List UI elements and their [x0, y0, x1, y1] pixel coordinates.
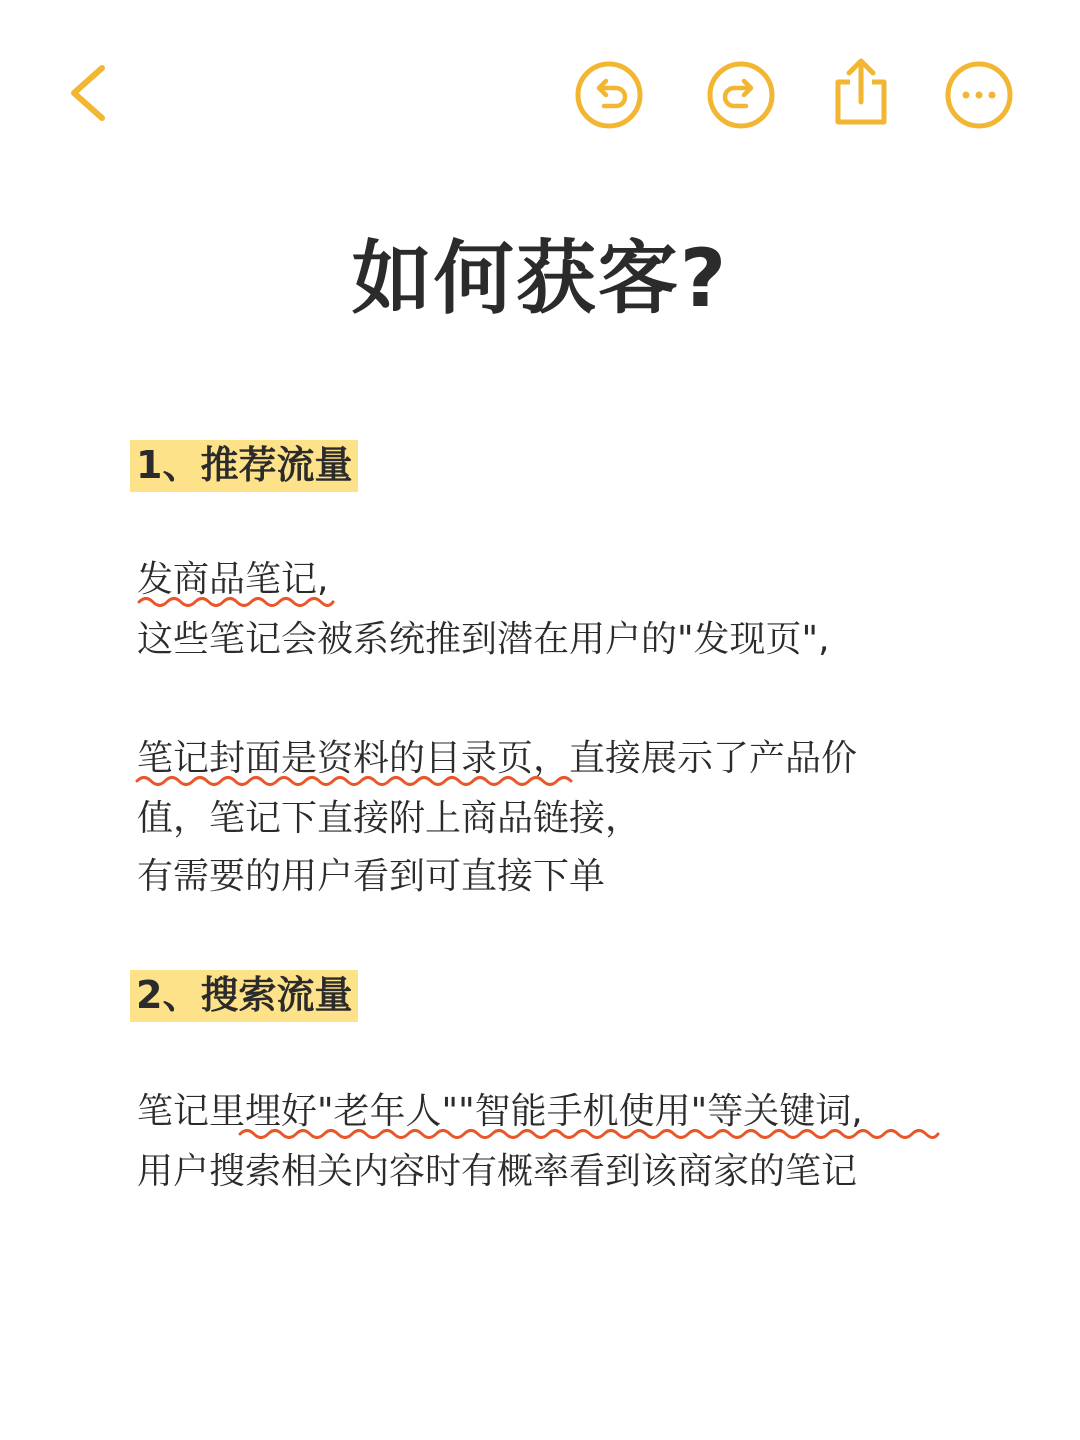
body-line: 发商品笔记,: [137, 559, 329, 600]
body-line: 值，笔记下直接附上商品链接，: [137, 798, 642, 839]
section-heading-search: 2、搜索流量: [130, 970, 358, 1022]
body-line: 笔记里埋好"老年人""智能手机使用"等关键词,: [137, 1091, 863, 1132]
toolbar: [0, 0, 1080, 190]
section-heading-recommend: 1、推荐流量: [130, 440, 358, 492]
page-title: 如何获客?: [351, 232, 729, 325]
undo-icon[interactable]: [574, 60, 644, 130]
body-line: 这些笔记会被系统推到潜在用户的"发现页",: [137, 619, 830, 660]
chevron-left-icon[interactable]: [62, 62, 114, 124]
body-line: 用户搜索相关内容时有概率看到该商家的笔记: [137, 1151, 858, 1192]
body-line: 有需要的用户看到可直接下单: [137, 856, 606, 897]
redo-icon[interactable]: [706, 60, 776, 130]
more-icon[interactable]: [944, 60, 1014, 130]
body-line: 笔记封面是资料的目录页，直接展示了产品价: [137, 738, 858, 779]
share-icon[interactable]: [830, 56, 892, 128]
